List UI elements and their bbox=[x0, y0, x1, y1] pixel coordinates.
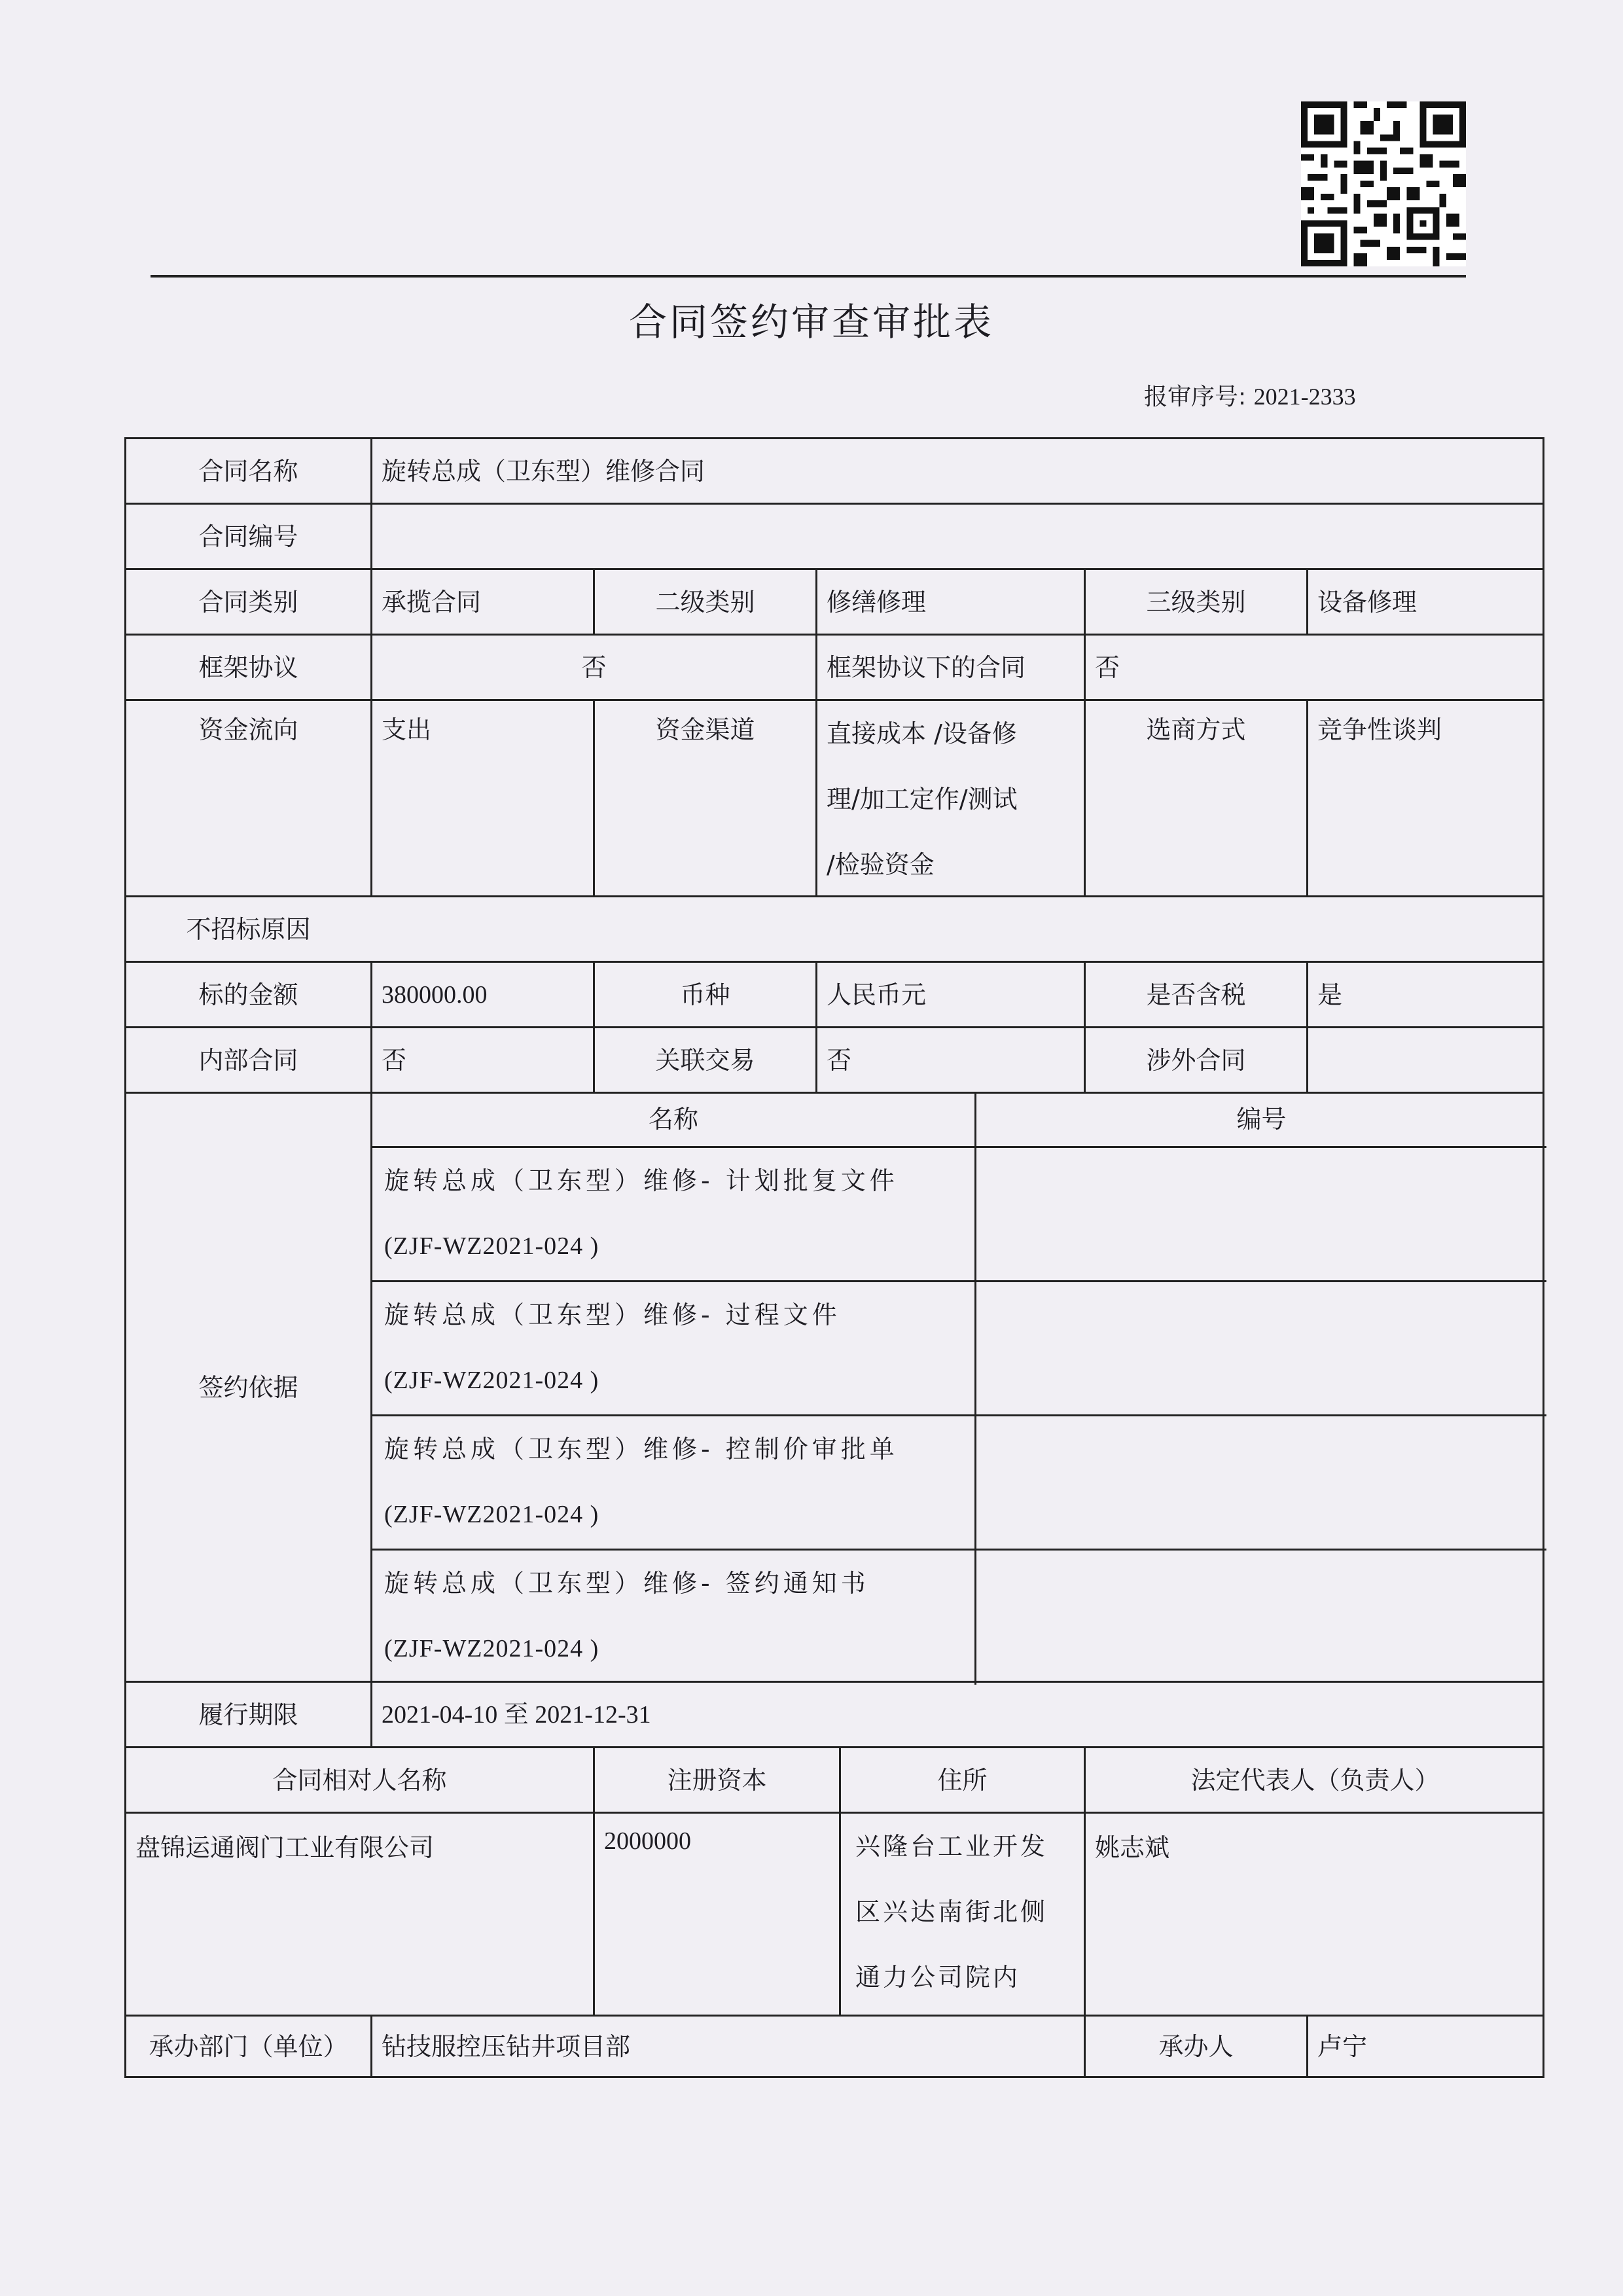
level2-value: 修缮修理 bbox=[815, 570, 1084, 636]
framework-under-label: 框架协议下的合同 bbox=[815, 636, 1084, 701]
header-rule bbox=[151, 275, 1466, 278]
term-label: 履行期限 bbox=[124, 1683, 370, 1748]
internal-label: 内部合同 bbox=[124, 1028, 370, 1094]
row-contract-no bbox=[124, 503, 1544, 570]
foreign-value bbox=[1306, 1028, 1544, 1094]
channel-line: 理/加工定作/测试 bbox=[827, 785, 1018, 814]
row-signing-basis bbox=[124, 1092, 1544, 1683]
term-value: 2021-04-10 至 2021-12-31 bbox=[370, 1683, 1544, 1748]
serial-label: 报审序号: bbox=[1144, 384, 1247, 410]
row-counterparty-header bbox=[124, 1746, 1544, 1814]
basis-name-header: 名称 bbox=[648, 1105, 698, 1134]
internal-value: 否 bbox=[370, 1028, 593, 1094]
handler-value: 卢宁 bbox=[1306, 2017, 1544, 2078]
basis-code-header: 编号 bbox=[974, 1094, 1546, 1146]
row-contract-type bbox=[124, 568, 1544, 636]
basis-label: 签约依据 bbox=[124, 1094, 370, 1683]
row-funds bbox=[124, 699, 1544, 897]
rep-value: 姚志斌 bbox=[1084, 1814, 1544, 2017]
no-tender-value bbox=[370, 897, 1544, 963]
department-label: 承办部门（单位） bbox=[124, 2017, 370, 2078]
related-label: 关联交易 bbox=[593, 1028, 815, 1094]
basis-item-name: 旋转总成（卫东型）维修- 计划批复文件 bbox=[384, 1166, 899, 1195]
funds-label: 资金流向 bbox=[124, 701, 370, 897]
basis-item bbox=[372, 1146, 1546, 1282]
address-line: 兴隆台工业开发 bbox=[855, 1832, 1048, 1861]
basis-item-code: (ZJF-WZ2021-024 ) bbox=[384, 1232, 599, 1260]
basis-item-name: 旋转总成（卫东型）维修- 过程文件 bbox=[384, 1300, 841, 1329]
qr-code-icon bbox=[1301, 101, 1466, 266]
channel-line: 直接成本 /设备修 bbox=[827, 719, 1017, 748]
basis-item bbox=[372, 1549, 1546, 1685]
vendor-value: 竞争性谈判 bbox=[1306, 701, 1544, 897]
amount-label: 标的金额 bbox=[124, 963, 370, 1028]
contract-name-label: 合同名称 bbox=[124, 439, 370, 505]
level3-label: 三级类别 bbox=[1084, 570, 1306, 636]
funds-value: 支出 bbox=[370, 701, 593, 897]
level3-value: 设备修理 bbox=[1306, 570, 1544, 636]
channel-line: /检验资金 bbox=[827, 850, 935, 879]
contract-type-label: 合同类别 bbox=[124, 570, 370, 636]
basis-item-code: (ZJF-WZ2021-024 ) bbox=[384, 1501, 599, 1528]
basis-item bbox=[372, 1414, 1546, 1551]
contract-name-value: 旋转总成（卫东型）维修合同 bbox=[370, 439, 1544, 505]
level2-label: 二级类别 bbox=[593, 570, 815, 636]
capital-value: 2000000 bbox=[593, 1814, 839, 2017]
foreign-label: 涉外合同 bbox=[1084, 1028, 1306, 1094]
counterparty-name-header: 合同相对人名称 bbox=[124, 1748, 593, 1814]
contract-no-label: 合同编号 bbox=[124, 505, 370, 570]
row-department bbox=[124, 2015, 1544, 2078]
channel-value bbox=[815, 701, 1084, 897]
row-framework bbox=[124, 634, 1544, 701]
no-tender-label: 不招标原因 bbox=[124, 897, 370, 963]
serial-value: 2021-2333 bbox=[1253, 384, 1356, 410]
amount-value: 380000.00 bbox=[370, 963, 593, 1028]
form-title: 合同签约审查审批表 bbox=[628, 300, 994, 344]
basis-grid bbox=[370, 1094, 1544, 1683]
tax-label: 是否含税 bbox=[1084, 963, 1306, 1028]
framework-under-value: 否 bbox=[1084, 636, 1544, 701]
basis-header bbox=[372, 1094, 1546, 1146]
handler-label: 承办人 bbox=[1084, 2017, 1306, 2078]
basis-item-code: (ZJF-WZ2021-024 ) bbox=[384, 1635, 599, 1662]
rep-header: 法定代表人（负责人） bbox=[1084, 1748, 1544, 1814]
department-value: 钻技服控压钻井项目部 bbox=[370, 2017, 1084, 2078]
vendor-label: 选商方式 bbox=[1084, 701, 1306, 897]
contract-type-value: 承揽合同 bbox=[370, 570, 593, 636]
basis-item-code: (ZJF-WZ2021-024 ) bbox=[384, 1367, 599, 1394]
address-line: 通力公司院内 bbox=[855, 1963, 1021, 1992]
contract-no-value bbox=[370, 505, 1544, 570]
basis-item-name: 旋转总成（卫东型）维修- 控制价审批单 bbox=[384, 1435, 899, 1463]
row-contract-name bbox=[124, 437, 1544, 505]
address-line: 区兴达南街北侧 bbox=[855, 1897, 1048, 1926]
counterparty-name: 盘锦运通阀门工业有限公司 bbox=[124, 1814, 593, 2017]
approval-table bbox=[124, 437, 1544, 2078]
row-term bbox=[124, 1681, 1544, 1748]
serial-number bbox=[1144, 378, 1356, 412]
capital-header: 注册资本 bbox=[593, 1748, 839, 1814]
currency-value: 人民币元 bbox=[815, 963, 1084, 1028]
channel-label: 资金渠道 bbox=[593, 701, 815, 897]
basis-item-name: 旋转总成（卫东型）维修- 签约通知书 bbox=[384, 1569, 870, 1598]
framework-value: 否 bbox=[370, 636, 815, 701]
address-header: 住所 bbox=[839, 1748, 1084, 1814]
row-internal bbox=[124, 1026, 1544, 1094]
row-counterparty bbox=[124, 1812, 1544, 2017]
basis-item bbox=[372, 1280, 1546, 1416]
row-no-tender bbox=[124, 895, 1544, 963]
address-value bbox=[839, 1814, 1084, 2017]
table-bottom-border bbox=[124, 2076, 1544, 2078]
currency-label: 币种 bbox=[593, 963, 815, 1028]
related-value: 否 bbox=[815, 1028, 1084, 1094]
tax-value: 是 bbox=[1306, 963, 1544, 1028]
framework-label: 框架协议 bbox=[124, 636, 370, 701]
row-amount bbox=[124, 961, 1544, 1028]
